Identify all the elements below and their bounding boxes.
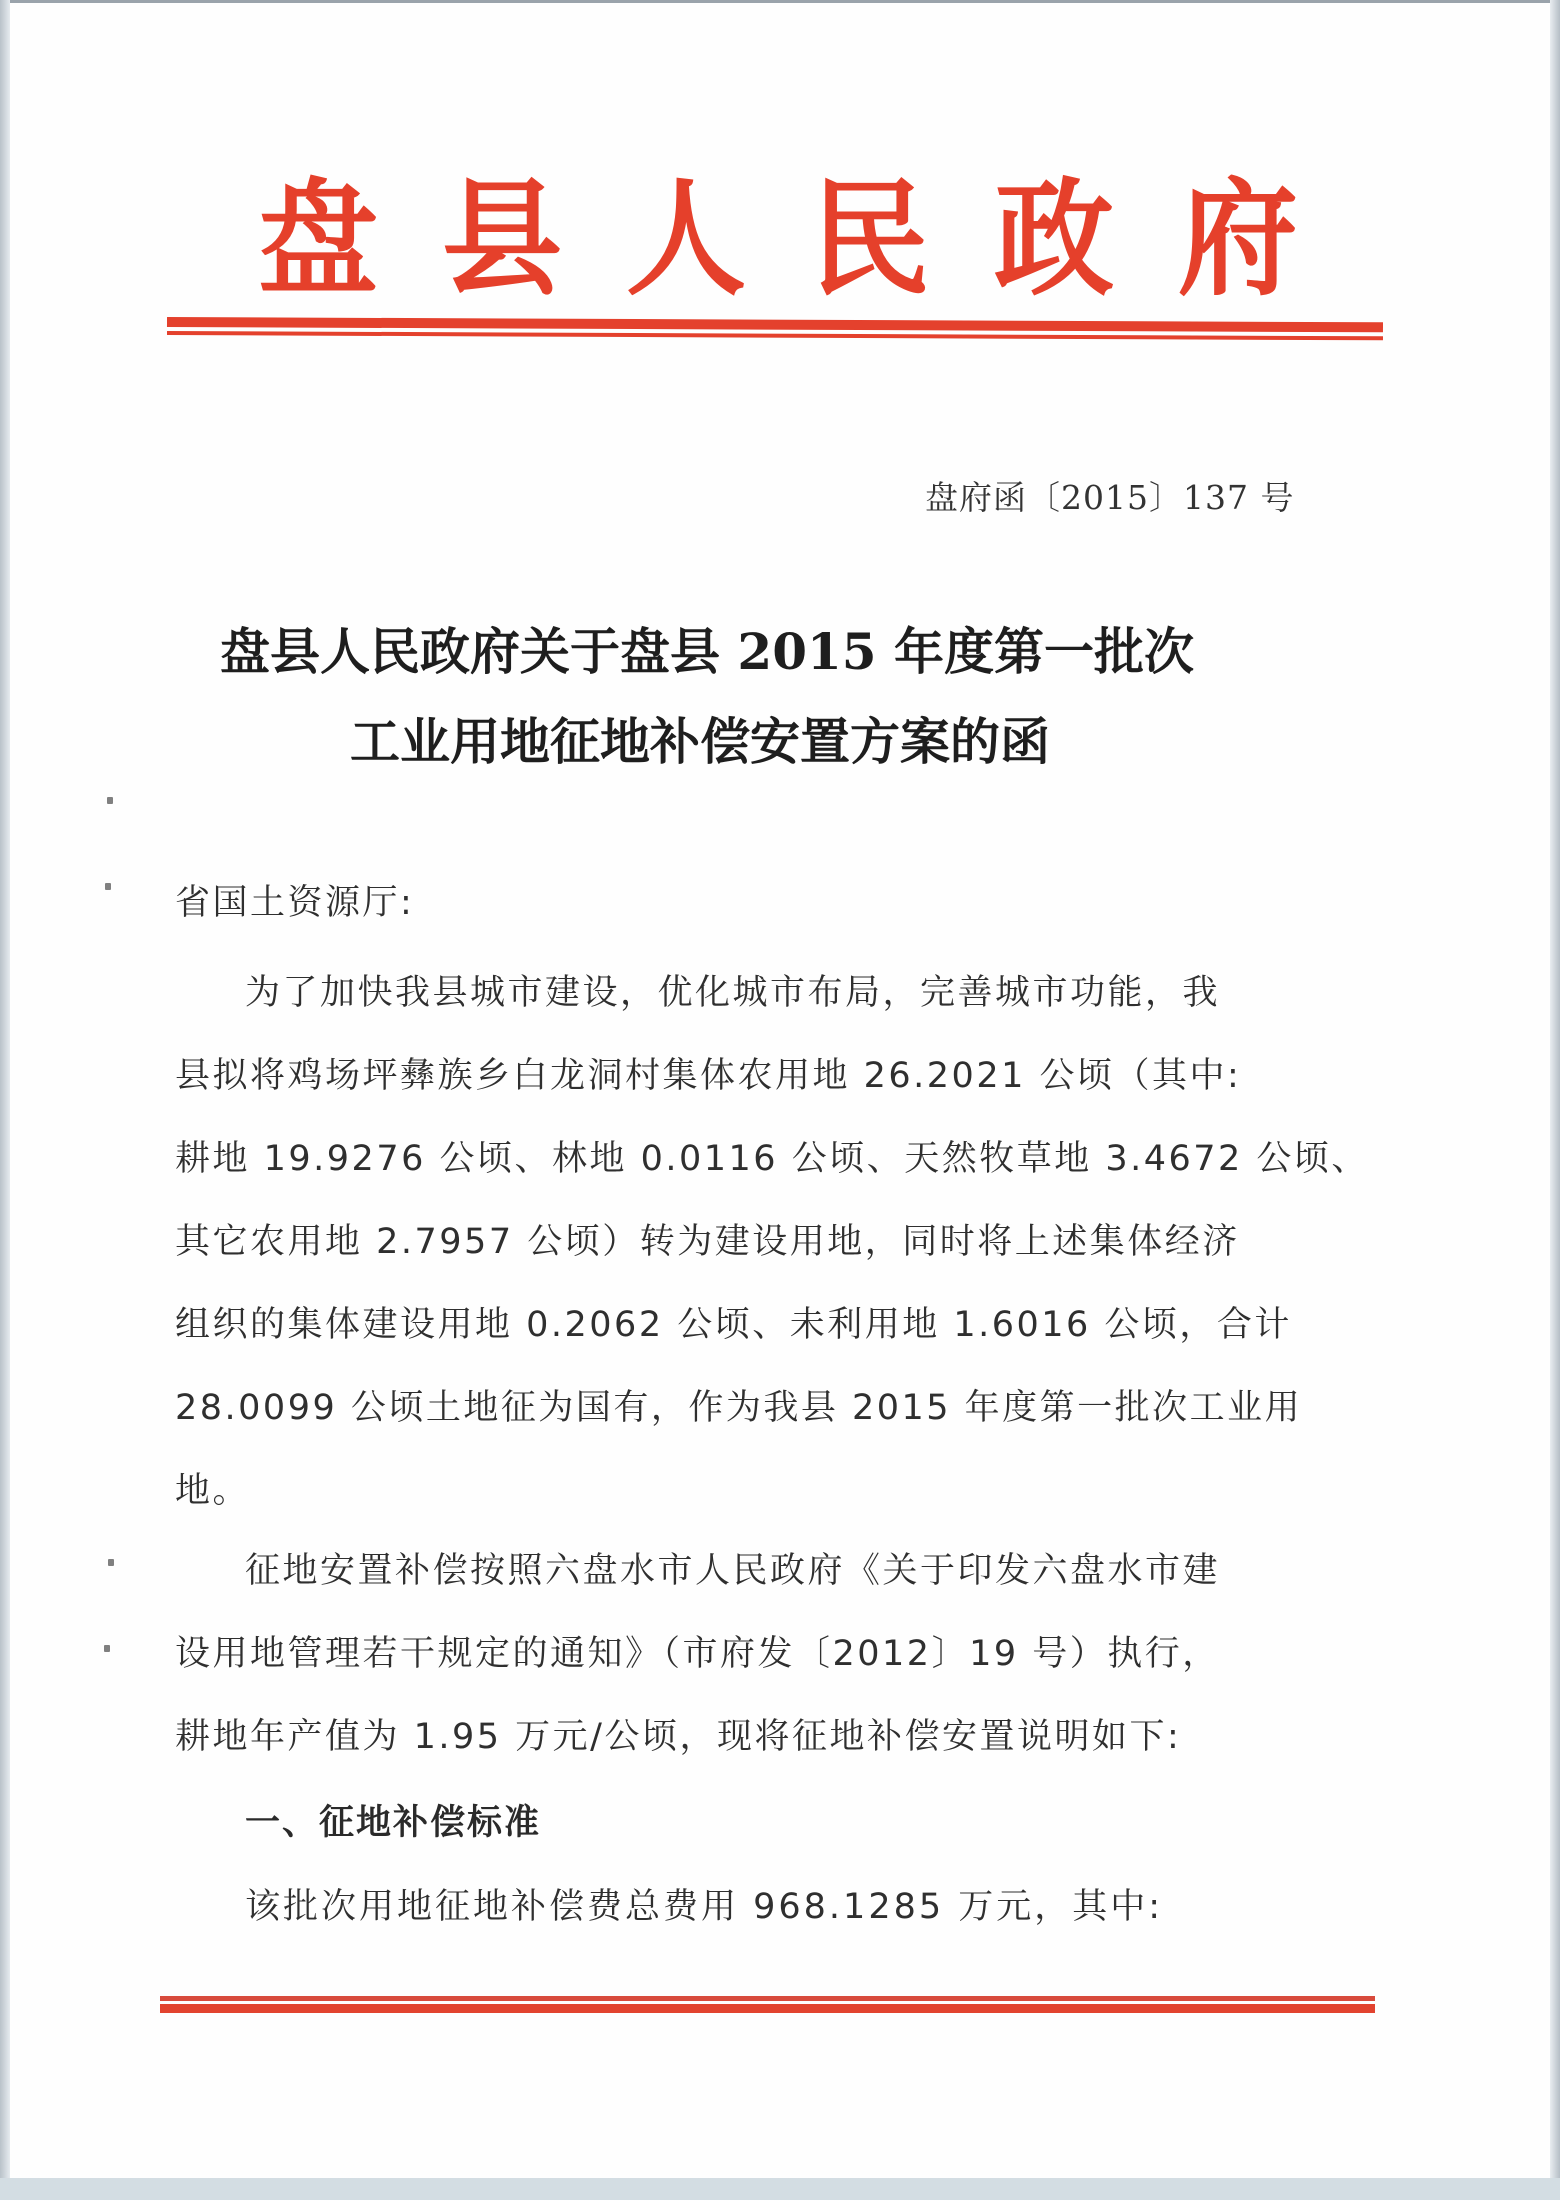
- paragraph-2: [175, 1530, 1325, 1779]
- binding-speck: [105, 883, 111, 890]
- scanner-bed-bottom: [0, 2178, 1560, 2200]
- salutation: 省国土资源厅:: [175, 883, 415, 923]
- paragraph-1: [175, 952, 1369, 1533]
- paragraph-line: 县拟将鸡场坪彝族乡白龙洞村集体农用地 26.2021 公顷（其中:: [175, 1056, 1242, 1096]
- paragraph-line: 设用地管理若干规定的通知》（市府发〔2012〕19 号）执行，: [175, 1634, 1220, 1674]
- footer-rule-thick: [160, 2004, 1375, 2013]
- masthead-char: 政: [994, 165, 1114, 314]
- masthead-char: 县: [442, 165, 562, 314]
- masthead-char: 盘: [258, 165, 378, 314]
- paragraph-line: 地。: [175, 1471, 251, 1511]
- masthead: [258, 165, 1298, 314]
- paragraph-line: 28.0099 公顷土地征为国有，作为我县 2015 年度第一批次工业用: [175, 1388, 1303, 1428]
- masthead-char: 人: [626, 165, 746, 314]
- section-paragraph: 该批次用地征地补偿费总费用 968.1285 万元，其中:: [245, 1887, 1164, 1927]
- section-heading: 一、征地补偿标准: [245, 1803, 542, 1843]
- footer-rule-thin: [160, 1996, 1375, 2001]
- binding-speck: [107, 797, 113, 804]
- binding-speck: [108, 1559, 114, 1566]
- paragraph-line: 其它农用地 2.7957 公顷）转为建设用地，同时将上述集体经济: [175, 1222, 1240, 1262]
- paragraph-line: 组织的集体建设用地 0.2062 公顷、未利用地 1.6016 公顷，合计: [175, 1305, 1292, 1345]
- masthead-char: 民: [810, 165, 930, 314]
- paragraph-line: 耕地 19.9276 公顷、林地 0.0116 公顷、天然牧草地 3.4672 公顷、: [175, 1139, 1369, 1179]
- paragraph-line: 征地安置补偿按照六盘水市人民政府《关于印发六盘水市建: [245, 1551, 1221, 1591]
- scan-edge-left: [0, 0, 10, 2178]
- paragraph-line: 为了加快我县城市建设，优化城市布局，完善城市功能，我: [245, 973, 1221, 1013]
- document-number: 盘府函〔2015〕137 号: [925, 478, 1295, 517]
- document-title-line-2: 工业用地征地补偿安置方案的函: [350, 712, 1050, 771]
- paragraph-line: 耕地年产值为 1.95 万元/公顷，现将征地补偿安置说明如下:: [175, 1717, 1182, 1757]
- document-title-line-1: 盘县人民政府关于盘县 2015 年度第一批次: [220, 622, 1194, 681]
- masthead-char: 府: [1178, 165, 1298, 314]
- scan-edge-right: [1550, 0, 1560, 2178]
